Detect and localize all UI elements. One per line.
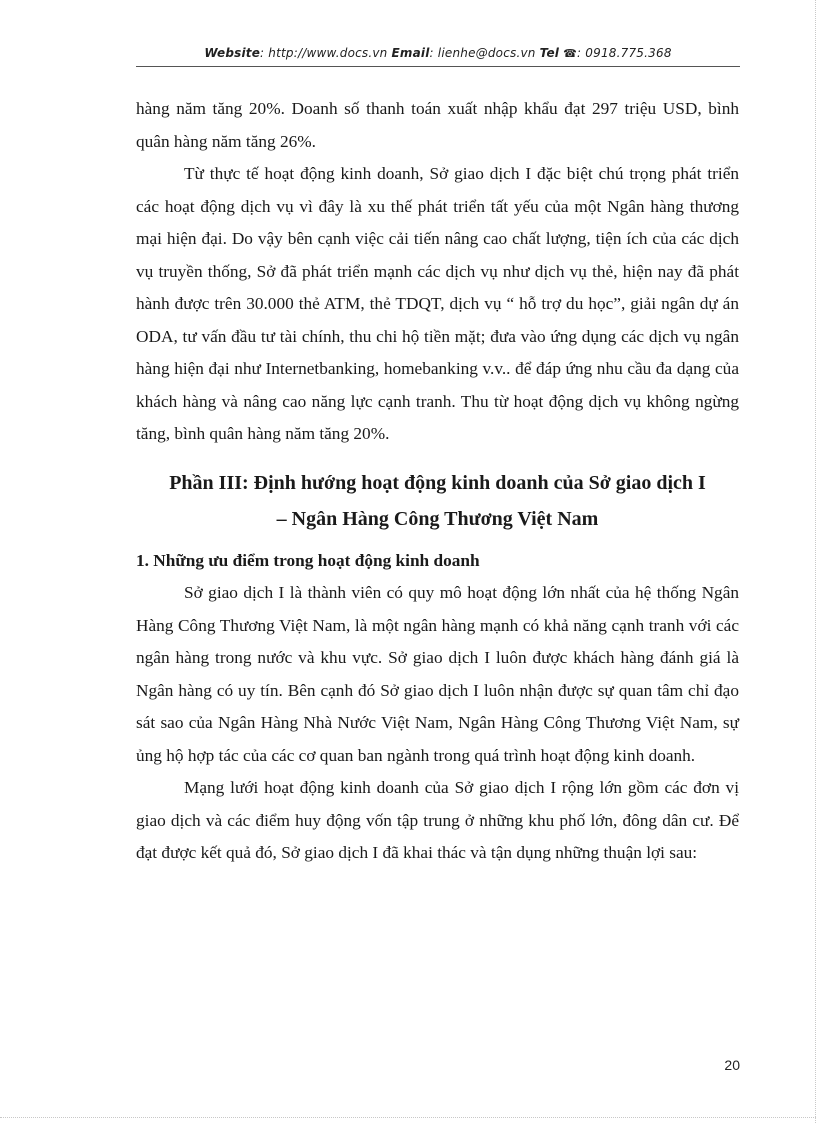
paragraph-2: Từ thực tế hoạt động kinh doanh, Sở giao dịch I đặc biệt chú trọng phát triển các hoạt động dịch vụ vì đây là xu thế phát triển tất yếu của một Ngân hàng thương mại hiện đại. Do vậy bên cạnh việc cải tiến nâng cao chất lượng, tiện ích của các dịch vụ truyền thống, Sở đã phát triển mạnh các dịch vụ như dịch vụ thẻ, hiện nay đã phát hành được trên 30.000 thẻ ATM, thẻ TDQT, dịch vụ “ hỗ trợ du học”, giải ngân dự án ODA, tư vấn đầu tư tài chính, thu chi hộ tiền mặt; đưa vào ứng dụng các dịch vụ ngân hàng hiện đại như Internetbanking, homebanking v.v.. để đáp ứng nhu cầu đa dạng của khách hàng và nâng cao năng lực cạnh tranh. Thu từ hoạt động dịch vụ không ngừng tăng, bình quân hàng năm tăng 20%. [136, 164, 739, 443]
section-heading-line-2: – Ngân Hàng Công Thương Việt Nam [276, 507, 599, 530]
tel-label: Tel [539, 46, 560, 60]
paragraph-3: Sở giao dịch I là thành viên có quy mô hoạt động lớn nhất của hệ thống Ngân Hàng Công Thương Việt Nam, là một ngân hàng mạnh có khả năng cạnh tranh với các ngân hàng trong nước và khu vực. Sở giao dịch I luôn được khách hàng đánh giá là Ngân hàng có uy tín. Bên cạnh đó Sở giao dịch I luôn nhận được sự quan tâm chỉ đạo sát sao của Ngân Hàng Nhà Nước Việt Nam, Ngân Hàng Công Thương Việt Nam, sự ủng hộ hợp tác của các cơ quan ban ngành trong quá trình hoạt động kinh doanh. [136, 583, 739, 765]
website-label: Website [204, 46, 261, 60]
website-value: : http://www.docs.vn [260, 46, 388, 60]
header-rule [136, 66, 740, 67]
phone-icon: ☎ [563, 47, 578, 60]
subheading: 1. Những ưu điểm trong hoạt động kinh doanh [136, 550, 480, 570]
email-value: : lienhe@docs.vn [429, 46, 536, 60]
page-number: 20 [724, 1057, 740, 1073]
paragraph-1: hàng năm tăng 20%. Doanh số thanh toán xuất nhập khẩu đạt 297 triệu USD, bình quân hàng năm tăng 26%. [136, 99, 739, 151]
paragraph-4: Mạng lưới hoạt động kinh doanh của Sở giao dịch I rộng lớn gồm các đơn vị giao dịch và các điểm huy động vốn tập trung ở những khu phố lớn, đông dân cư. Để đạt được kết quả đó, Sở giao dịch I đã khai thác và tận dụng những thuận lợi sau: [136, 778, 739, 862]
page-header [136, 46, 740, 60]
tel-value: : 0918.775.368 [577, 46, 672, 60]
email-label: Email [391, 46, 430, 60]
section-heading [136, 465, 739, 537]
section-heading-line-1: Phần III: Định hướng hoạt động kinh doanh của Sở giao dịch I [169, 471, 706, 494]
page-bottom-border [0, 1117, 816, 1118]
document-body [136, 93, 739, 870]
